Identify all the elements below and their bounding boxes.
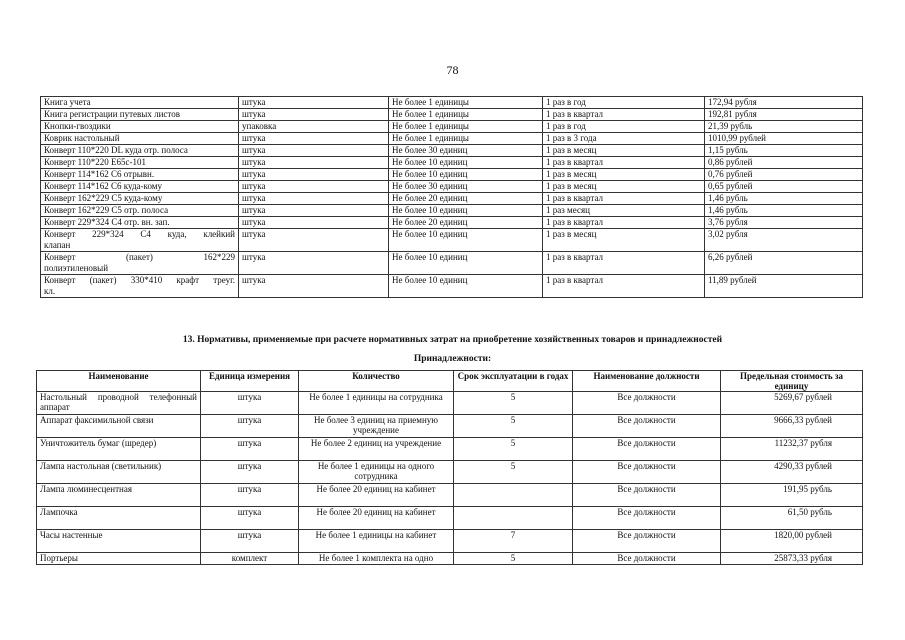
table-cell: Книга регистрации путевых листов (41, 109, 239, 121)
table-cell (543, 240, 705, 252)
table-cell: Конверт 114*162 С6 куда-кому (41, 181, 239, 193)
table-cell: штука (201, 392, 299, 415)
table-cell: 1 раз в квартал (543, 275, 705, 287)
table-cell: Не более 10 единиц (389, 275, 543, 287)
table-cell: Не более 20 единиц на кабинет (299, 507, 454, 530)
table-row (41, 169, 863, 181)
table-cell: Не более 10 единиц (389, 205, 543, 217)
header-cell: Наименование должности (573, 371, 721, 392)
table-cell: 1,46 рубль (705, 205, 863, 217)
subsection-title: Принадлежности: (413, 354, 492, 364)
table-cell: Конверт 229*324 С4 отр. вн. зап. (41, 217, 239, 229)
table-cell: 191,95 рубль (721, 484, 863, 507)
page-number: 78 (446, 63, 459, 77)
table-cell: Конверт (пакет) 162*229 (41, 252, 239, 264)
table-cell (543, 286, 705, 298)
table-cell: штука (201, 415, 299, 438)
table-cell: 1 раз в месяц (543, 181, 705, 193)
table-cell: 5 (454, 415, 573, 438)
table-cell: штука (239, 181, 389, 193)
table-cell: 11,89 рублей (705, 275, 863, 287)
header-cell: Единица измерения (201, 371, 299, 392)
table-cell: 1,46 рубль (705, 193, 863, 205)
table-cell: Конверт 162*229 С5 куда-кому (41, 193, 239, 205)
table-cell: штука (239, 133, 389, 145)
header-cell: Предельная стоимость за единицу (721, 371, 863, 392)
accessories-table (36, 370, 863, 565)
table-cell (239, 263, 389, 275)
table-cell: штука (239, 97, 389, 109)
table-cell: Кнопки-гвоздики (41, 121, 239, 133)
table-cell: Уничтожитель бумаг (шредер) (37, 438, 201, 461)
table-cell: Не более 1 единицы на кабинет (299, 530, 454, 553)
table-cell: 1820,00 рублей (721, 530, 863, 553)
table-cell: упаковка (239, 121, 389, 133)
table-cell: 1 раз в месяц (543, 229, 705, 241)
table-cell: Все должности (573, 553, 721, 565)
supplies-table (40, 96, 863, 298)
table-row (41, 193, 863, 205)
table-cell: Не более 10 единиц (389, 169, 543, 181)
table-cell: Конверт 110*220 DL куда отр. полоса (41, 145, 239, 157)
table-cell: 3,76 рубля (705, 217, 863, 229)
table-cell: 11232,37 рубля (721, 438, 863, 461)
table-cell: штука (201, 507, 299, 530)
table-cell (239, 240, 389, 252)
table-cell: штука (239, 252, 389, 264)
table-cell: 5 (454, 438, 573, 461)
table-cell: Не более 1 комплекта на одно (299, 553, 454, 565)
table-cell: Не более 1 единицы на сотрудника (299, 392, 454, 415)
table-cell: Не более 1 единицы на одного сотрудника (299, 461, 454, 484)
table-cell: Не более 1 единицы (389, 121, 543, 133)
table-cell: штука (239, 229, 389, 241)
table-cell: штука (239, 193, 389, 205)
table-cell: 5269,67 рублей (721, 392, 863, 415)
table-row (37, 507, 863, 530)
table-cell: 1 раз месяц (543, 205, 705, 217)
table-cell: Не более 1 единицы (389, 109, 543, 121)
table-cell: Все должности (573, 438, 721, 461)
table-cell: Книга учета (41, 97, 239, 109)
table-row (41, 121, 863, 133)
table-cell: полиэтиленовый (41, 263, 239, 275)
table-cell: Не более 20 единиц (389, 217, 543, 229)
table-cell: Не более 20 единиц на кабинет (299, 484, 454, 507)
table-cell: 6,26 рублей (705, 252, 863, 264)
table-cell: 5 (454, 553, 573, 565)
table-cell: штука (201, 438, 299, 461)
table-cell: 1 раз в квартал (543, 157, 705, 169)
table-cell: 1 раз в 3 года (543, 133, 705, 145)
table-cell: Лампа настольная (светильник) (37, 461, 201, 484)
table-cell: 21,39 рубль (705, 121, 863, 133)
table-cell: комплект (201, 553, 299, 565)
table-cell: штука (239, 275, 389, 287)
table-row (41, 181, 863, 193)
table-cell: Коврик настольный (41, 133, 239, 145)
table-cell: Конверт (пакет) 330*410 крафт треуг. (41, 275, 239, 287)
table-cell: Часы настенные (37, 530, 201, 553)
table-cell: 7 (454, 530, 573, 553)
table-cell: штука (201, 461, 299, 484)
table-cell: 3,02 рубля (705, 229, 863, 241)
table-row (41, 286, 863, 298)
table-cell: 1 раз в квартал (543, 109, 705, 121)
table-cell (543, 263, 705, 275)
table-cell: Все должности (573, 507, 721, 530)
accessories-table-body (37, 392, 863, 565)
table-cell: Лампа люминесцентная (37, 484, 201, 507)
table-row (41, 275, 863, 287)
table-cell: 1 раз в квартал (543, 217, 705, 229)
accessories-header-row (37, 371, 863, 392)
table-row (41, 205, 863, 217)
table-cell: 4290,33 рублей (721, 461, 863, 484)
table-cell: Конверт 110*220 Е65с-101 (41, 157, 239, 169)
table-row (41, 229, 863, 241)
table-cell: Не более 10 единиц (389, 157, 543, 169)
table-row (41, 109, 863, 121)
table-cell: Не более 30 единиц (389, 145, 543, 157)
table-cell: 0,86 рублей (705, 157, 863, 169)
table-cell: 61,50 рубль (721, 507, 863, 530)
table-cell: Настольный проводной телефонный аппарат (37, 392, 201, 415)
table-cell: 9666,33 рублей (721, 415, 863, 438)
table-cell: 1010,99 рублей (705, 133, 863, 145)
table-cell (705, 263, 863, 275)
table-cell: Не более 2 единиц на учреждение (299, 438, 454, 461)
table-row (37, 438, 863, 461)
table-cell: штука (239, 109, 389, 121)
table-cell: 1 раз в квартал (543, 193, 705, 205)
table-row (41, 217, 863, 229)
table-cell: штука (239, 169, 389, 181)
table-cell: 5 (454, 392, 573, 415)
table-row (41, 263, 863, 275)
table-cell: штука (239, 145, 389, 157)
table-cell: штука (239, 205, 389, 217)
table-cell: Не более 10 единиц (389, 229, 543, 241)
table-cell: Все должности (573, 461, 721, 484)
table-cell: Конверт 162*229 С5 отр. полоса (41, 205, 239, 217)
table-cell (454, 507, 573, 530)
header-cell: Количество (299, 371, 454, 392)
header-cell: Наименование (37, 371, 201, 392)
table-row (41, 145, 863, 157)
table-cell (705, 240, 863, 252)
table-cell: Не более 3 единиц на приемную учреждение (299, 415, 454, 438)
table-cell: Не более 10 единиц (389, 252, 543, 264)
table-cell: 1 раз в месяц (543, 169, 705, 181)
table-cell: 192,81 рубля (705, 109, 863, 121)
table-cell: 0,65 рублей (705, 181, 863, 193)
table-row (41, 157, 863, 169)
table-cell: Не более 1 единицы (389, 133, 543, 145)
table-row (41, 252, 863, 264)
table-cell: Аппарат факсимильной связи (37, 415, 201, 438)
table-cell: Все должности (573, 392, 721, 415)
table-cell: Все должности (573, 484, 721, 507)
table-cell: 172,94 рубля (705, 97, 863, 109)
table-row (37, 415, 863, 438)
supplies-table-body (41, 97, 863, 298)
table-cell: 1,15 рубль (705, 145, 863, 157)
table-cell: Портьеры (37, 553, 201, 565)
table-cell: 1 раз в год (543, 97, 705, 109)
table-row (37, 553, 863, 565)
table-cell: штука (239, 217, 389, 229)
table-cell: Все должности (573, 415, 721, 438)
table-cell: 1 раз в квартал (543, 252, 705, 264)
table-cell: Не более 20 единиц (389, 193, 543, 205)
table-cell: Не более 30 единиц (389, 181, 543, 193)
table-cell: 1 раз в год (543, 121, 705, 133)
table-row (37, 461, 863, 484)
table-cell (705, 286, 863, 298)
table-cell (454, 484, 573, 507)
table-cell (239, 286, 389, 298)
table-cell: Не более 1 единицы (389, 97, 543, 109)
table-row (37, 392, 863, 415)
table-cell: 1 раз в месяц (543, 145, 705, 157)
table-cell (389, 240, 543, 252)
table-cell: кл. (41, 286, 239, 298)
table-cell (389, 286, 543, 298)
table-row (37, 484, 863, 507)
table-row (37, 530, 863, 553)
table-cell: 5 (454, 461, 573, 484)
table-cell: Конверт 229*324 С4 куда, клейкий (41, 229, 239, 241)
table-row (41, 240, 863, 252)
section-title: 13. Нормативы, применяемые при расчете нормативных затрат на приобретение хозяйственных товаров и принадлежностей (182, 335, 723, 345)
table-cell: штука (201, 530, 299, 553)
table-cell: Лампочка (37, 507, 201, 530)
table-cell: 0,76 рублей (705, 169, 863, 181)
table-row (41, 133, 863, 145)
table-cell: Конверт 114*162 С6 отрывн. (41, 169, 239, 181)
header-cell: Срок эксплуатации в годах (454, 371, 573, 392)
table-cell: Все должности (573, 530, 721, 553)
table-cell (389, 263, 543, 275)
table-row (41, 97, 863, 109)
table-cell: 25873,33 рубля (721, 553, 863, 565)
table-cell: клапан (41, 240, 239, 252)
table-cell: штука (239, 157, 389, 169)
table-cell: штука (201, 484, 299, 507)
